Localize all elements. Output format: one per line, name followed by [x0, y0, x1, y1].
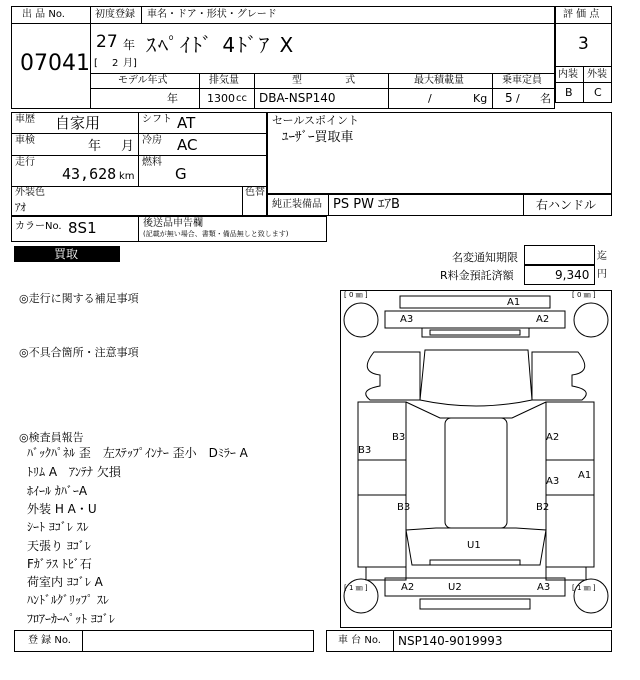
car-name: ｽﾍﾟｲﾄﾞ 4ﾄﾞｱ X [146, 33, 296, 57]
tire-depth-front-right: [ 0 ㎜ ] [572, 291, 596, 299]
inspector-line: ﾊﾝﾄﾞﾙｸﾞﾘｯﾌﾟ ｽﾚ [27, 593, 109, 607]
hood [420, 350, 532, 406]
chassis-value: NSP140-9019993 [398, 634, 503, 648]
roof [445, 418, 507, 528]
equipment-label: 純正装備品 [272, 199, 322, 210]
tire-front-right [574, 303, 608, 337]
recycle-label: R料金預託済額 [440, 269, 514, 282]
mark-front-bumper: A1 [507, 297, 521, 308]
mark-right-rear-door: A3 [546, 476, 560, 487]
inspector-line: ﾎｲｰﾙ ｶﾊﾞｰA [27, 484, 88, 498]
inspector-line: 荷室内 ﾖｺﾞﾚ A [27, 575, 103, 589]
tire-depth-front-left: [ 0 ㎜ ] [344, 291, 368, 299]
inspector-line: ﾊﾞｯｸﾊﾟﾈﾙ 歪 左ｽﾃｯﾌﾟｲﾝﾅｰ 歪小 Dﾐﾗｰ A [27, 446, 248, 460]
rear-plate [430, 560, 520, 565]
score-label: 評 価 点 [563, 9, 600, 20]
front-left-fender [366, 352, 420, 400]
mileage-label: 走行 [15, 157, 35, 168]
late-report-label: 後送品申告欄 [143, 218, 203, 229]
purchase-bar-label: 買取 [54, 247, 79, 261]
purchase-bar [14, 246, 120, 262]
max-load-unit: Kg [473, 92, 488, 105]
displacement-value: 1300 [207, 92, 235, 105]
mark-left-rear-door: B3 [397, 502, 411, 513]
first-registration-label: 初度登録 [95, 9, 135, 20]
inspector-line: 天張り ﾖｺﾞﾚ [27, 539, 91, 553]
first-registration-month: 2 [112, 58, 119, 69]
details-box [11, 112, 267, 216]
registration-label: 登 録 No. [28, 635, 71, 646]
score-value: 3 [578, 34, 589, 54]
ext-color-value: ｱｵ [15, 201, 26, 214]
tire-front-left [344, 303, 378, 337]
left-side-panel [358, 402, 406, 567]
recycle-value: 9,340 [555, 268, 590, 282]
type-value: DBA-NSP140 [259, 91, 336, 105]
model-year-unit: 年 [167, 92, 178, 105]
car-diagram [340, 290, 612, 628]
month-unit: 月] [123, 58, 137, 69]
fuel-label: 燃料 [142, 157, 162, 168]
mark-left-front-door: B3 [392, 432, 406, 443]
max-load-slash: / [428, 92, 432, 105]
inspection-label: 車検 [15, 135, 35, 146]
exterior-label: 外装 [587, 69, 607, 80]
history-value: 自家用 [55, 114, 101, 132]
mileage-value: 43,628 [62, 165, 117, 183]
color-no-value: 8S1 [68, 219, 97, 237]
inspector-line: ﾌﾛｱｰｶｰﾍﾟｯﾄ ﾖｺﾞﾚ [27, 612, 115, 626]
max-load-label: 最大積載量 [414, 75, 464, 86]
ac-label: 冷房 [142, 135, 162, 146]
first-registration-year: 27 [96, 32, 118, 52]
tire-depth-rear-right: [ 1 ㎜ ] [572, 584, 596, 592]
mark-left-side: B3 [358, 445, 372, 456]
inspection-year-unit: 年 [88, 139, 102, 154]
lot-number-value: 07041 [20, 51, 90, 76]
mark-right-rear: B2 [536, 502, 550, 513]
interior-grade: B [565, 86, 573, 99]
month-bracket-open: [ [94, 58, 98, 69]
color-change-label: 色替 [245, 187, 265, 198]
mark-rear-right: A3 [537, 582, 551, 593]
capacity-label: 乗車定員 [502, 75, 542, 86]
inspector-line: Fｶﾞﾗｽ ﾄﾋﾞ石 [27, 557, 92, 571]
displacement-unit: cc [236, 93, 247, 104]
name-change-unit: 迄 [597, 251, 607, 262]
shift-label: シフト [142, 114, 172, 125]
exterior-grade: C [594, 86, 602, 99]
displacement-label: 排気量 [209, 75, 239, 86]
ext-color-label: 外装色 [15, 187, 45, 198]
mark-rear-center: U2 [448, 582, 462, 593]
mark-front-right: A2 [536, 314, 550, 325]
inspection-month-unit: 月 [121, 139, 135, 154]
equipment-value: PS PW ｴｱB [333, 197, 400, 212]
mark-rear-left: A2 [401, 582, 415, 593]
recycle-unit: 円 [597, 269, 607, 280]
capacity-slash: / [516, 92, 520, 105]
history-label: 車歴 [15, 114, 35, 125]
model-year-label: モデル年式 [118, 75, 168, 86]
car-info-label: 車名・ドア・形状・グレード [147, 9, 277, 20]
tire-depth-rear-left: [ 1 ㎜ ] [344, 584, 368, 592]
mark-front-left: A3 [400, 314, 414, 325]
lot-number-label: 出 品 No. [22, 9, 65, 20]
driving-notes-heading: ◎走行に関する補足事項 [19, 292, 139, 305]
defects-heading: ◎不具合箇所・注意事項 [19, 346, 139, 359]
color-no-label: カラーNo. [15, 221, 62, 232]
diagram-frame [341, 291, 612, 628]
capacity-value: 5 [505, 91, 513, 105]
capacity-unit: 名 [540, 92, 551, 105]
name-change-label: 名変通知期限 [452, 251, 518, 264]
mark-rear-window: U1 [467, 540, 481, 551]
fuel-value: G [175, 165, 187, 183]
ac-value: AC [177, 136, 198, 154]
front-plate [430, 330, 520, 335]
type-label: 型 式 [292, 75, 356, 86]
front-grille [422, 328, 529, 337]
front-right-fender [532, 352, 586, 400]
inspector-line: ﾄﾘﾑ A ｱﾝﾃﾅ 欠損 [27, 465, 121, 479]
year-unit: 年 [123, 38, 136, 52]
interior-label: 内装 [558, 69, 578, 80]
rear-bumper [420, 599, 530, 609]
inspector-line: ｼｰﾄ ﾖｺﾞﾚ ｽﾚ [27, 520, 89, 534]
mileage-unit: km [119, 171, 135, 182]
late-report-note: (記載が無い場合、書類・備品無しと致します) [143, 230, 289, 238]
sales-point-value: ﾕｰｻﾞｰ買取車 [282, 130, 354, 145]
inspector-line: 外装 H A・U [27, 502, 97, 516]
windshield [406, 402, 546, 418]
mark-right-front-door: A2 [546, 432, 560, 443]
inspector-heading: ◎検査員報告 [19, 431, 84, 444]
name-change-box [524, 245, 595, 265]
chassis-label: 車 台 No. [338, 635, 381, 646]
front-bumper [400, 296, 550, 308]
mark-right-edge: A1 [578, 470, 592, 481]
steering-value: 右ハンドル [536, 198, 597, 212]
shift-value: AT [177, 114, 196, 132]
sales-point-label: セールスポイント [272, 114, 360, 127]
